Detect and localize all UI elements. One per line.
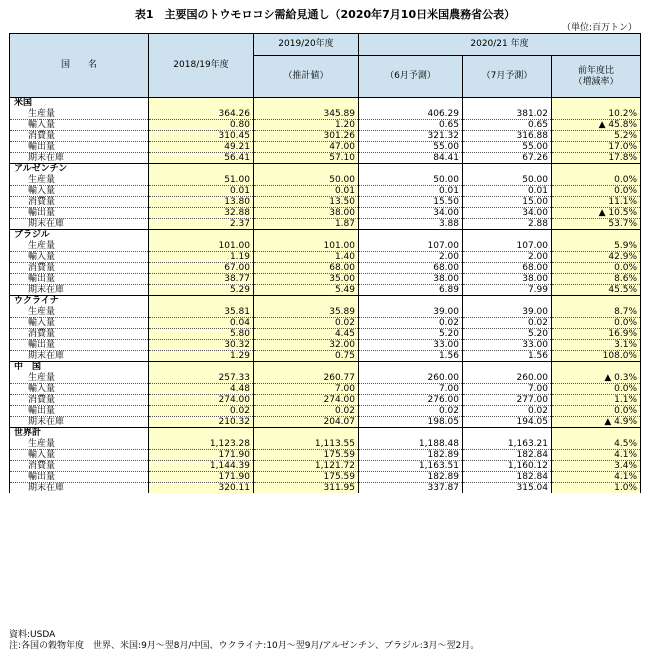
- country-row-cell: [149, 296, 254, 308]
- yoy-cell: 11.1%: [552, 197, 641, 208]
- item-label: 期末在庫: [10, 285, 149, 296]
- value-cell: 171.90: [149, 472, 254, 483]
- yoy-cell: 4.1%: [552, 450, 641, 461]
- yoy-cell: 8.6%: [552, 274, 641, 285]
- value-cell: 6.89: [359, 285, 463, 296]
- value-cell: 55.00: [359, 142, 463, 153]
- value-cell: 7.00: [254, 384, 359, 395]
- value-cell: 1,121.72: [254, 461, 359, 472]
- item-label: 期末在庫: [10, 417, 149, 428]
- value-cell: 35.89: [254, 307, 359, 318]
- table-row: [10, 175, 641, 186]
- country-row-cell: [463, 428, 552, 440]
- item-label: 輸入量: [10, 318, 149, 329]
- table-row: [10, 120, 641, 131]
- value-cell: 364.26: [149, 109, 254, 120]
- value-cell: 0.01: [359, 186, 463, 197]
- item-label: 輸入量: [10, 120, 149, 131]
- value-cell: 38.77: [149, 274, 254, 285]
- item-label: 期末在庫: [10, 483, 149, 494]
- value-cell: 107.00: [359, 241, 463, 252]
- header-2019-20: 2019/20年度: [254, 34, 359, 56]
- value-cell: 175.59: [254, 472, 359, 483]
- value-cell: 0.02: [359, 318, 463, 329]
- table-row: [10, 263, 641, 274]
- value-cell: 5.20: [359, 329, 463, 340]
- value-cell: 277.00: [463, 395, 552, 406]
- value-cell: 2.00: [359, 252, 463, 263]
- value-cell: 0.02: [463, 318, 552, 329]
- value-cell: 316.88: [463, 131, 552, 142]
- value-cell: 67.26: [463, 153, 552, 164]
- value-cell: 0.80: [149, 120, 254, 131]
- value-cell: 182.84: [463, 450, 552, 461]
- table-row: [10, 186, 641, 197]
- header-june-forecast: （6月予測）: [359, 56, 463, 98]
- header-yoy-sub: （増減率）: [573, 76, 619, 87]
- country-row-cell: [149, 428, 254, 440]
- country-row-cell: [254, 296, 359, 308]
- table-title: 表1 主要国のトウモロコシ需給見通し（2020年7月10日米国農務省公表）: [134, 8, 516, 21]
- value-cell: 34.00: [463, 208, 552, 219]
- value-cell: 107.00: [463, 241, 552, 252]
- value-cell: 1.56: [463, 351, 552, 362]
- value-cell: 0.02: [463, 406, 552, 417]
- header-country: 国 名: [10, 34, 149, 98]
- value-cell: 55.00: [463, 142, 552, 153]
- value-cell: 13.80: [149, 197, 254, 208]
- yoy-cell: ▲ 4.9%: [552, 417, 641, 428]
- country-name: 中 国: [10, 362, 149, 374]
- value-cell: 5.29: [149, 285, 254, 296]
- item-label: 生産量: [10, 175, 149, 186]
- value-cell: 310.45: [149, 131, 254, 142]
- item-label: 消費量: [10, 395, 149, 406]
- item-label: 生産量: [10, 373, 149, 384]
- table-row: [10, 208, 641, 219]
- value-cell: 0.75: [254, 351, 359, 362]
- item-label: 輸出量: [10, 406, 149, 417]
- value-cell: 49.21: [149, 142, 254, 153]
- country-row-cell: [359, 296, 463, 308]
- item-label: 期末在庫: [10, 219, 149, 230]
- header-2020-21: 2020/21 年度: [359, 34, 641, 56]
- table-row: [10, 406, 641, 417]
- value-cell: 0.02: [254, 406, 359, 417]
- country-row-cell: [254, 362, 359, 374]
- value-cell: 4.45: [254, 329, 359, 340]
- value-cell: 38.00: [254, 208, 359, 219]
- country-row-cell: [149, 164, 254, 176]
- value-cell: 0.01: [463, 186, 552, 197]
- value-cell: 68.00: [463, 263, 552, 274]
- table-body: [10, 98, 641, 494]
- country-name: 米国: [10, 98, 149, 110]
- yoy-cell: 8.7%: [552, 307, 641, 318]
- yoy-cell: 0.0%: [552, 186, 641, 197]
- value-cell: 257.33: [149, 373, 254, 384]
- header-yoy-label: 前年度比: [577, 65, 614, 76]
- yoy-cell: 5.9%: [552, 241, 641, 252]
- country-row: [10, 98, 641, 110]
- unit-label: （単位:百万トン）: [561, 23, 637, 33]
- value-cell: 320.11: [149, 483, 254, 494]
- value-cell: 210.32: [149, 417, 254, 428]
- table-row: [10, 153, 641, 164]
- yoy-cell: 4.5%: [552, 439, 641, 450]
- value-cell: 38.00: [463, 274, 552, 285]
- yoy-cell: ▲ 45.8%: [552, 120, 641, 131]
- source-note: 資料:USDA: [9, 630, 56, 640]
- value-cell: 198.05: [359, 417, 463, 428]
- item-label: 輸出量: [10, 142, 149, 153]
- yoy-cell: 53.7%: [552, 219, 641, 230]
- value-cell: 321.32: [359, 131, 463, 142]
- value-cell: 15.00: [463, 197, 552, 208]
- item-label: 生産量: [10, 109, 149, 120]
- value-cell: 175.59: [254, 450, 359, 461]
- value-cell: 406.29: [359, 109, 463, 120]
- value-cell: 1.20: [254, 120, 359, 131]
- country-row-cell: [254, 164, 359, 176]
- item-label: 消費量: [10, 329, 149, 340]
- country-row-cell: [359, 362, 463, 374]
- value-cell: 1.40: [254, 252, 359, 263]
- country-row-cell: [552, 164, 641, 176]
- country-row-cell: [552, 362, 641, 374]
- yoy-cell: 17.8%: [552, 153, 641, 164]
- value-cell: 260.77: [254, 373, 359, 384]
- value-cell: 68.00: [254, 263, 359, 274]
- country-row-cell: [359, 428, 463, 440]
- yoy-cell: 3.4%: [552, 461, 641, 472]
- table-row: [10, 109, 641, 120]
- yoy-cell: ▲ 0.3%: [552, 373, 641, 384]
- yoy-cell: 0.0%: [552, 406, 641, 417]
- yoy-cell: 16.9%: [552, 329, 641, 340]
- value-cell: 7.00: [359, 384, 463, 395]
- value-cell: 34.00: [359, 208, 463, 219]
- value-cell: 2.88: [463, 219, 552, 230]
- item-label: 期末在庫: [10, 153, 149, 164]
- table-row: [10, 307, 641, 318]
- country-row-cell: [552, 296, 641, 308]
- country-name: アルゼンチン: [10, 164, 149, 176]
- value-cell: 182.89: [359, 472, 463, 483]
- country-row: [10, 296, 641, 308]
- country-row-cell: [552, 230, 641, 242]
- country-row-cell: [463, 230, 552, 242]
- item-label: 輸入量: [10, 186, 149, 197]
- value-cell: 0.04: [149, 318, 254, 329]
- country-row-cell: [149, 98, 254, 110]
- value-cell: 32.00: [254, 340, 359, 351]
- item-label: 輸出量: [10, 340, 149, 351]
- table-row: [10, 373, 641, 384]
- table-row: [10, 472, 641, 483]
- value-cell: 274.00: [254, 395, 359, 406]
- value-cell: 315.04: [463, 483, 552, 494]
- value-cell: 0.02: [149, 406, 254, 417]
- value-cell: 171.90: [149, 450, 254, 461]
- header-2019-20-estimate: （推計値）: [254, 56, 359, 98]
- item-label: 消費量: [10, 461, 149, 472]
- table-row: [10, 439, 641, 450]
- header-yoy: [552, 56, 641, 98]
- table-row: [10, 417, 641, 428]
- table-row: [10, 384, 641, 395]
- value-cell: 1.19: [149, 252, 254, 263]
- country-row-cell: [463, 98, 552, 110]
- value-cell: 51.00: [149, 175, 254, 186]
- value-cell: 0.01: [254, 186, 359, 197]
- yoy-cell: 0.0%: [552, 263, 641, 274]
- item-label: 生産量: [10, 307, 149, 318]
- country-row-cell: [359, 164, 463, 176]
- country-row: [10, 164, 641, 176]
- table-row: [10, 483, 641, 494]
- yoy-cell: 10.2%: [552, 109, 641, 120]
- item-label: 輸出量: [10, 208, 149, 219]
- item-label: 輸出量: [10, 472, 149, 483]
- item-label: 輸入量: [10, 384, 149, 395]
- table-row: [10, 329, 641, 340]
- table-row: [10, 274, 641, 285]
- item-label: 輸入量: [10, 252, 149, 263]
- value-cell: 345.89: [254, 109, 359, 120]
- yoy-cell: 17.0%: [552, 142, 641, 153]
- table-row: [10, 252, 641, 263]
- value-cell: 337.87: [359, 483, 463, 494]
- value-cell: 35.81: [149, 307, 254, 318]
- country-row-cell: [463, 296, 552, 308]
- value-cell: 33.00: [463, 340, 552, 351]
- value-cell: 7.00: [463, 384, 552, 395]
- country-row-cell: [359, 98, 463, 110]
- table-row: [10, 197, 641, 208]
- value-cell: 1,160.12: [463, 461, 552, 472]
- yoy-cell: 1.1%: [552, 395, 641, 406]
- value-cell: 5.49: [254, 285, 359, 296]
- country-row-cell: [254, 230, 359, 242]
- yoy-cell: 3.1%: [552, 340, 641, 351]
- value-cell: 0.01: [149, 186, 254, 197]
- value-cell: 194.05: [463, 417, 552, 428]
- table-row: [10, 450, 641, 461]
- value-cell: 5.20: [463, 329, 552, 340]
- value-cell: 182.89: [359, 450, 463, 461]
- country-row-cell: [254, 98, 359, 110]
- value-cell: 7.99: [463, 285, 552, 296]
- table-row: [10, 142, 641, 153]
- item-label: 輸出量: [10, 274, 149, 285]
- country-row: [10, 428, 641, 440]
- value-cell: 1,163.51: [359, 461, 463, 472]
- value-cell: 204.07: [254, 417, 359, 428]
- value-cell: 2.00: [463, 252, 552, 263]
- yoy-cell: 0.0%: [552, 318, 641, 329]
- value-cell: 33.00: [359, 340, 463, 351]
- value-cell: 39.00: [359, 307, 463, 318]
- header-july-forecast: （7月予測）: [463, 56, 552, 98]
- value-cell: 67.00: [149, 263, 254, 274]
- item-label: 消費量: [10, 197, 149, 208]
- table-row: [10, 340, 641, 351]
- item-label: 生産量: [10, 439, 149, 450]
- table-row: [10, 395, 641, 406]
- value-cell: 4.48: [149, 384, 254, 395]
- value-cell: 0.65: [359, 120, 463, 131]
- table-row: [10, 131, 641, 142]
- value-cell: 47.00: [254, 142, 359, 153]
- yoy-cell: 42.9%: [552, 252, 641, 263]
- value-cell: 1,123.28: [149, 439, 254, 450]
- country-row: [10, 362, 641, 374]
- value-cell: 56.41: [149, 153, 254, 164]
- value-cell: 57.10: [254, 153, 359, 164]
- value-cell: 39.00: [463, 307, 552, 318]
- value-cell: 50.00: [359, 175, 463, 186]
- value-cell: 260.00: [359, 373, 463, 384]
- country-row-cell: [149, 362, 254, 374]
- yoy-cell: 5.2%: [552, 131, 641, 142]
- value-cell: 0.65: [463, 120, 552, 131]
- value-cell: 15.50: [359, 197, 463, 208]
- fiscal-year-note: 注:各国の穀物年度 世界、米国:9月～翌8月/中国、ウクライナ:10月～翌9月/アルゼンチン、ブラジル:3月～翌2月。: [9, 641, 480, 651]
- country-name: 世界計: [10, 428, 149, 440]
- value-cell: 50.00: [254, 175, 359, 186]
- value-cell: 32.88: [149, 208, 254, 219]
- value-cell: 301.26: [254, 131, 359, 142]
- value-cell: 311.95: [254, 483, 359, 494]
- yoy-cell: 1.0%: [552, 483, 641, 494]
- yoy-cell: 45.5%: [552, 285, 641, 296]
- value-cell: 2.37: [149, 219, 254, 230]
- table-row: [10, 351, 641, 362]
- item-label: 生産量: [10, 241, 149, 252]
- value-cell: 38.00: [359, 274, 463, 285]
- value-cell: 1,113.55: [254, 439, 359, 450]
- value-cell: 3.88: [359, 219, 463, 230]
- value-cell: 101.00: [254, 241, 359, 252]
- value-cell: 381.02: [463, 109, 552, 120]
- value-cell: 1.87: [254, 219, 359, 230]
- yoy-cell: 4.1%: [552, 472, 641, 483]
- value-cell: 274.00: [149, 395, 254, 406]
- value-cell: 84.41: [359, 153, 463, 164]
- country-row-cell: [463, 164, 552, 176]
- value-cell: 35.00: [254, 274, 359, 285]
- country-row-cell: [359, 230, 463, 242]
- country-row-cell: [552, 428, 641, 440]
- value-cell: 1.56: [359, 351, 463, 362]
- value-cell: 1,163.21: [463, 439, 552, 450]
- value-cell: 0.02: [359, 406, 463, 417]
- value-cell: 68.00: [359, 263, 463, 274]
- country-row-cell: [149, 230, 254, 242]
- notes: [9, 630, 479, 652]
- table-row: [10, 285, 641, 296]
- header-2018-19: 2018/19年度: [149, 34, 254, 98]
- value-cell: 5.80: [149, 329, 254, 340]
- item-label: 消費量: [10, 263, 149, 274]
- yoy-cell: 0.0%: [552, 175, 641, 186]
- item-label: 輸入量: [10, 450, 149, 461]
- value-cell: 30.32: [149, 340, 254, 351]
- country-row-cell: [552, 98, 641, 110]
- value-cell: 50.00: [463, 175, 552, 186]
- country-name: ウクライナ: [10, 296, 149, 308]
- value-cell: 101.00: [149, 241, 254, 252]
- table-row: [10, 219, 641, 230]
- yoy-cell: 0.0%: [552, 384, 641, 395]
- value-cell: 1.29: [149, 351, 254, 362]
- country-row-cell: [254, 428, 359, 440]
- table-row: [10, 461, 641, 472]
- table-row: [10, 318, 641, 329]
- supply-demand-table: [9, 33, 641, 493]
- value-cell: 0.02: [254, 318, 359, 329]
- country-name: ブラジル: [10, 230, 149, 242]
- country-row-cell: [463, 362, 552, 374]
- value-cell: 13.50: [254, 197, 359, 208]
- item-label: 消費量: [10, 131, 149, 142]
- item-label: 期末在庫: [10, 351, 149, 362]
- value-cell: 1,188.48: [359, 439, 463, 450]
- value-cell: 1,144.39: [149, 461, 254, 472]
- yoy-cell: ▲ 10.5%: [552, 208, 641, 219]
- yoy-cell: 108.0%: [552, 351, 641, 362]
- value-cell: 182.84: [463, 472, 552, 483]
- table-row: [10, 241, 641, 252]
- value-cell: 260.00: [463, 373, 552, 384]
- country-row: [10, 230, 641, 242]
- value-cell: 276.00: [359, 395, 463, 406]
